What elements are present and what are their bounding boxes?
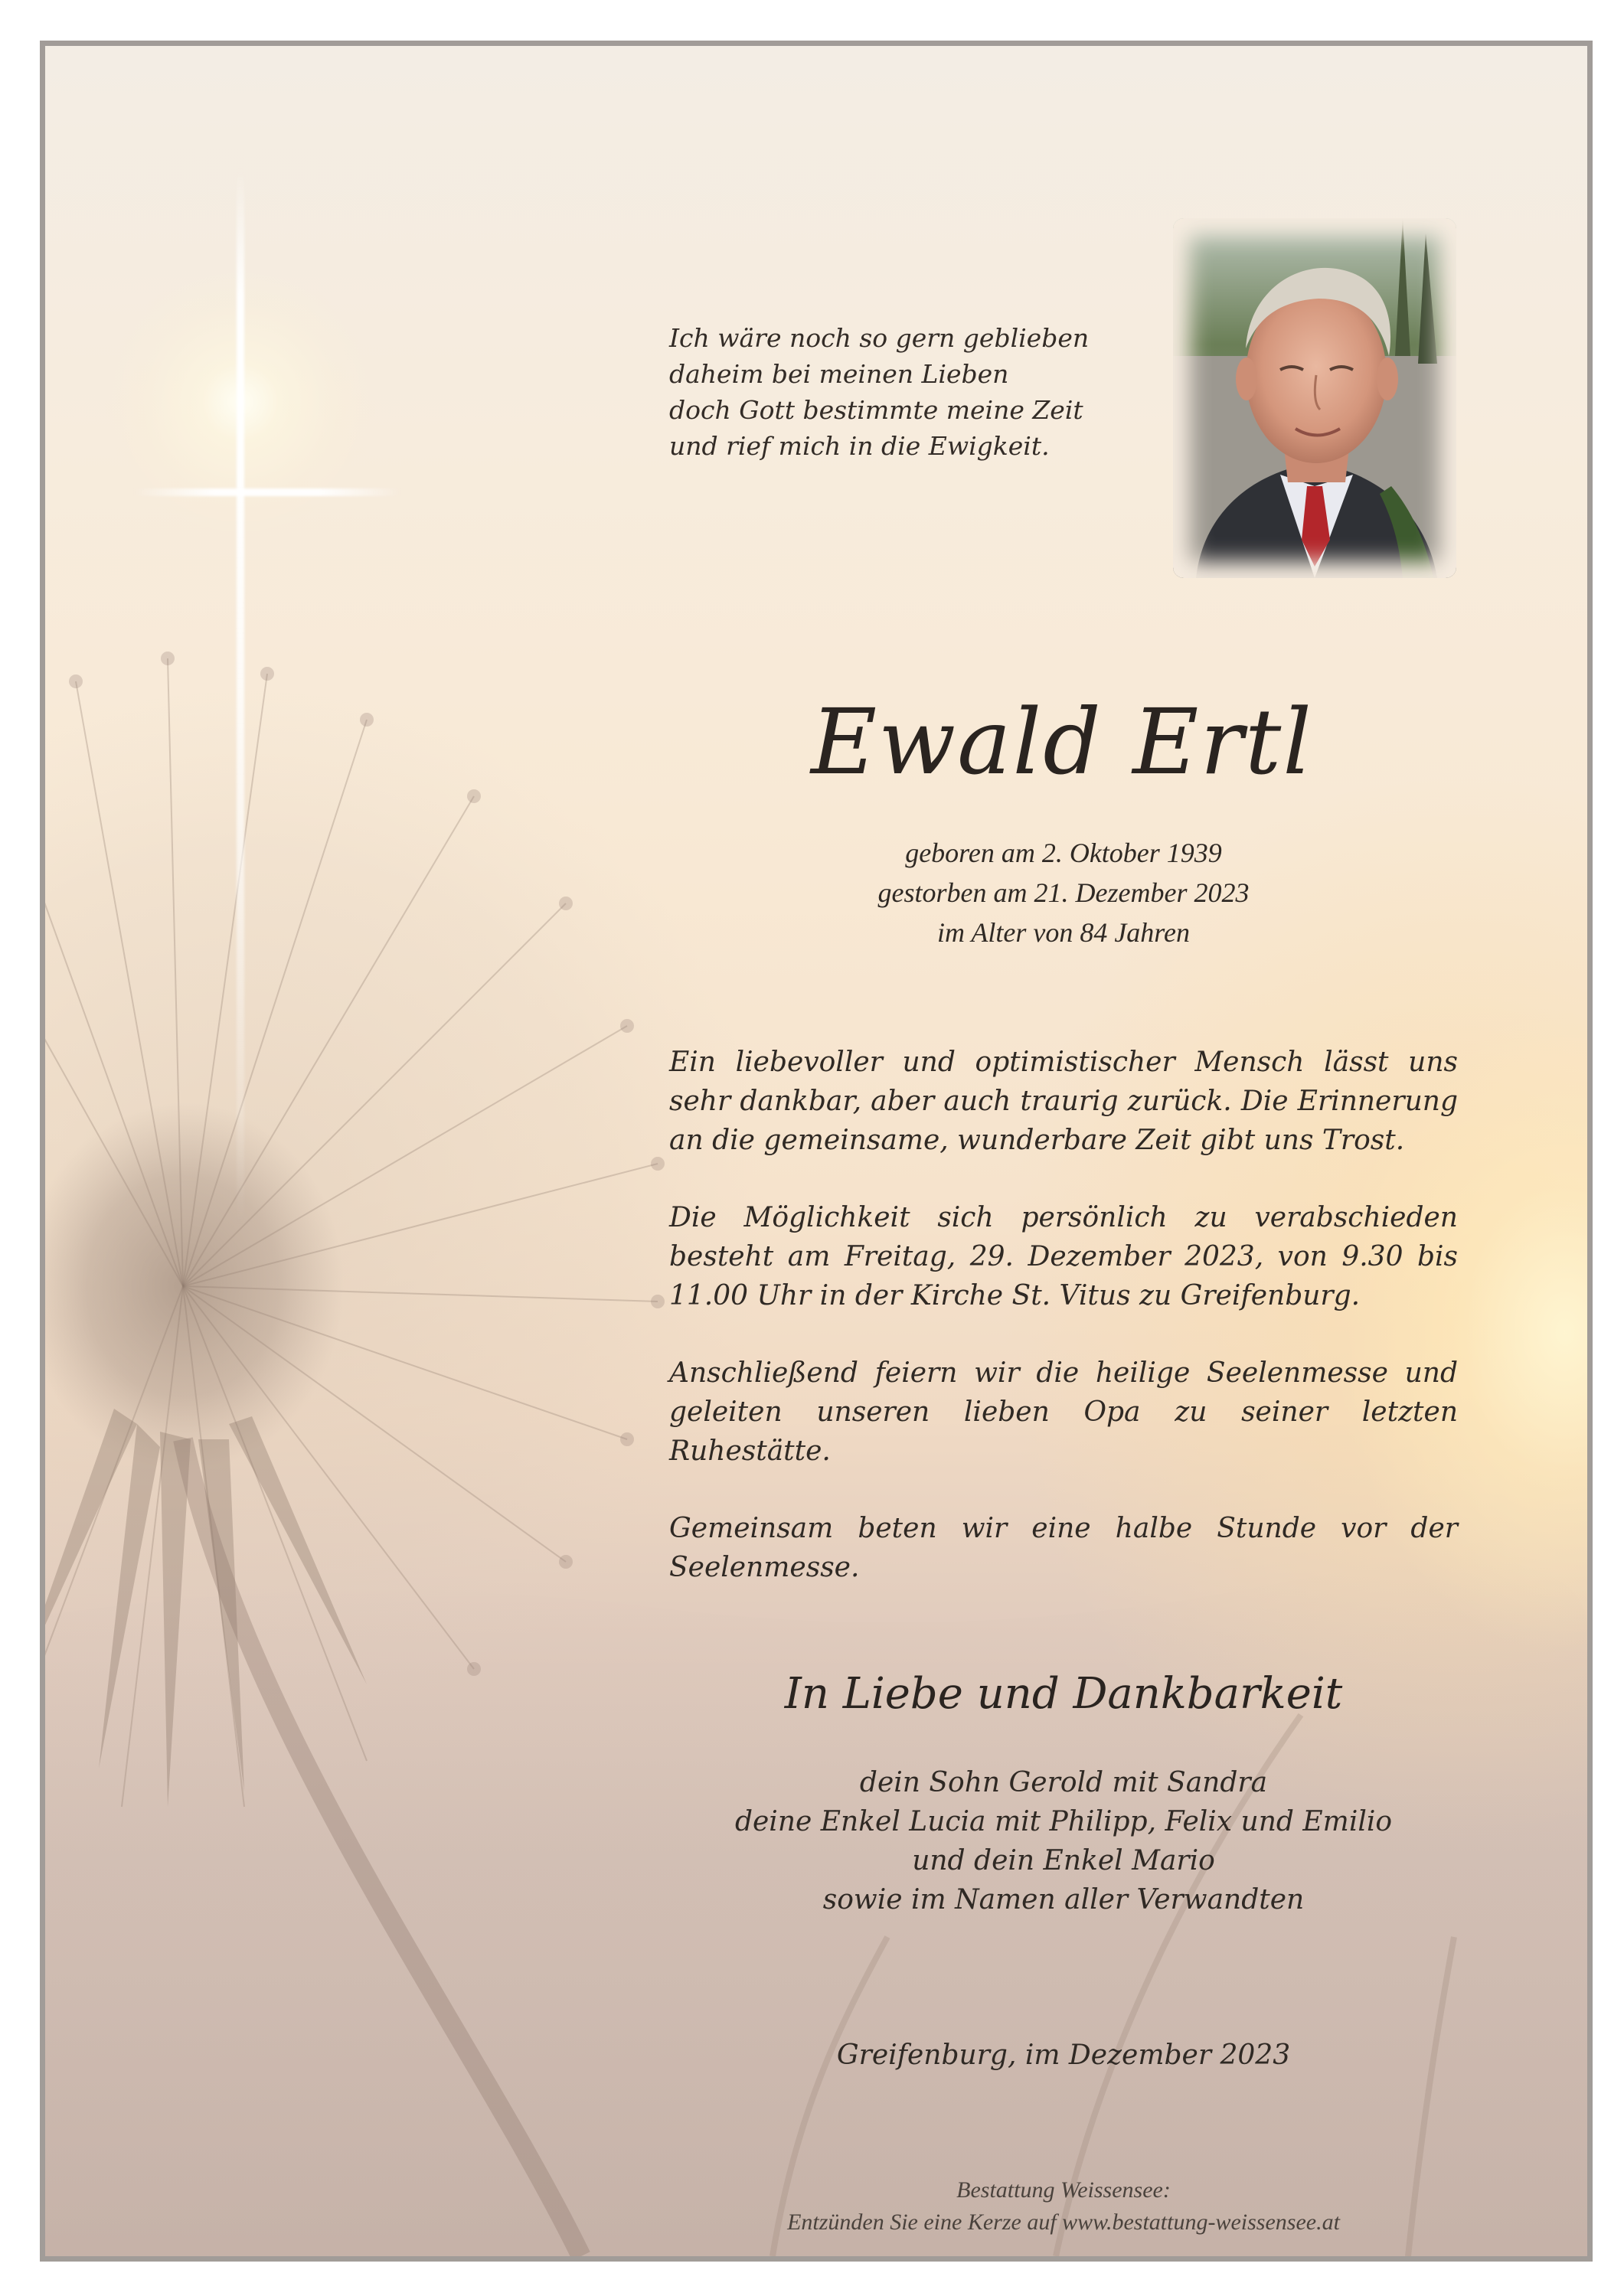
poem-line: doch Gott bestimmte meine Zeit	[669, 395, 1083, 425]
mourner-line: deine Enkel Lucia mit Philipp, Felix und Emilio	[734, 1806, 1393, 1837]
poem-line: daheim bei meinen Lieben	[669, 359, 1009, 389]
paragraph: Ein liebevoller und optimistischer Mensch lässt uns sehr dankbar, aber auch traurig zurück. Die Erinnerung an die gemeinsame, wunderbare Zeit gibt uns Trost.	[669, 1047, 1458, 1156]
portrait-photo	[1173, 218, 1456, 578]
light-cross-horizontal	[133, 488, 401, 496]
funeral-home-footer	[681, 2174, 1446, 2239]
poem-line: und rief mich in die Ewigkeit.	[669, 431, 1050, 461]
closing-phrase: In Liebe und Dankbarkeit	[784, 1669, 1343, 1719]
paragraph: Anschließend feiern wir die heilige Seelenmesse und geleiten unseren lieben Opa zu seiner letzten Ruhestätte.	[669, 1357, 1458, 1467]
paragraph: Gemeinsam beten wir eine halbe Stunde vor der Seelenmesse.	[669, 1513, 1458, 1583]
age: im Alter von 84 Jahren	[937, 917, 1190, 948]
obituary-card	[40, 41, 1593, 2262]
mourner-line: und dein Enkel Mario	[912, 1845, 1215, 1876]
life-dates	[780, 833, 1347, 952]
mourner-line: sowie im Namen aller Verwandten	[822, 1884, 1305, 1916]
place-date: Greifenburg, im Dezember 2023	[836, 2040, 1291, 2071]
poem	[669, 320, 1144, 464]
mourner-line: dein Sohn Gerold mit Sandra	[859, 1767, 1268, 1798]
mourners-list	[681, 1763, 1446, 1919]
poem-line: Ich wäre noch so gern geblieben	[669, 323, 1090, 353]
paragraph: Die Möglichkeit sich persönlich zu verabschieden besteht am Freitag, 29. Dezember 2023, von 9.30 bis 11.00 Uhr in der Kirche St. Vitus zu Greifenburg.	[669, 1202, 1458, 1311]
death-date: gestorben am 21. Dezember 2023	[877, 877, 1250, 908]
light-cross-vertical	[237, 168, 244, 1225]
funeral-home-name: Bestattung Weissensee:	[956, 2177, 1171, 2203]
photo-vignette	[1173, 218, 1456, 578]
birth-date: geboren am 2. Oktober 1939	[905, 838, 1222, 868]
deceased-name: Ewald Ertl	[811, 689, 1313, 795]
obituary-text	[669, 1043, 1458, 1625]
candle-link-text: Entzünden Sie eine Kerze auf www.bestattung-weissensee.at	[787, 2209, 1340, 2235]
